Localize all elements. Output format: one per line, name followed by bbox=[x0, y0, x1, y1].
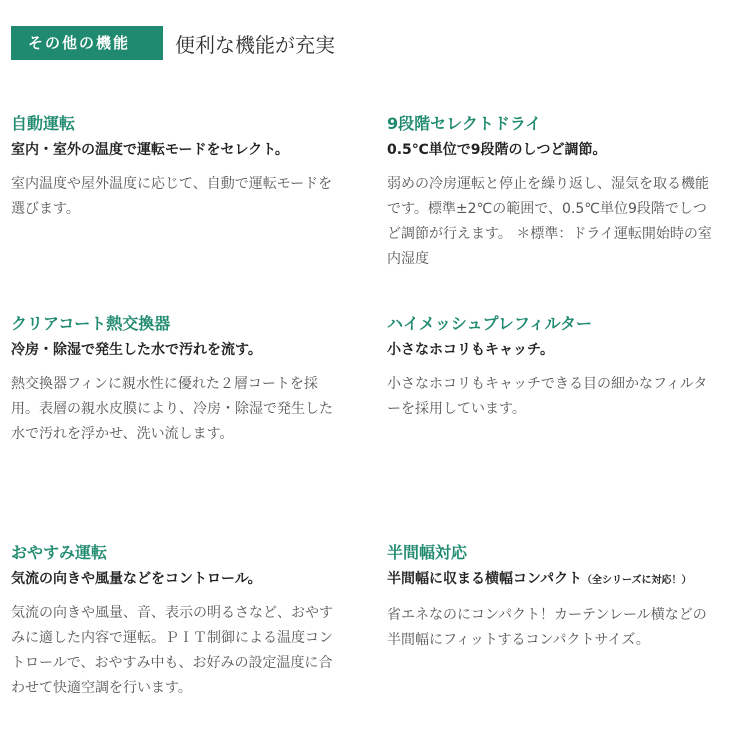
feature-title: 半間幅対応 bbox=[387, 543, 468, 562]
feature-description: 小さなホコリもキャッチできる目の細かなフィルターを採用しています。 bbox=[387, 376, 708, 417]
feature-description: 省エネなのにコンパクト！カーテンレール横などの半間幅にフィットするコンパクトサイズ。 bbox=[387, 607, 707, 648]
feature-title: 自動運転 bbox=[11, 114, 76, 133]
feature-lead: 冷房・除湿で発生した水で汚れを流す。 bbox=[11, 342, 262, 358]
feature-title: 9段階セレクトドライ bbox=[387, 114, 542, 133]
section-badge: その他の機能 bbox=[11, 26, 163, 60]
feature-auto-operation bbox=[11, 114, 341, 222]
feature-clear-coat-heat-exchanger bbox=[11, 314, 341, 447]
section-header bbox=[11, 26, 335, 60]
feature-lead bbox=[387, 569, 717, 591]
feature-description: 弱めの冷房運転と停止を繰り返し、湿気を取る機能です。標準±2℃の範囲で、0.5℃単位9段階でしつど調節が行えます。 ＊標準：ドライ運転開始時の室内湿度 bbox=[387, 176, 712, 267]
feature-lead: 気流の向きや風量などをコントロール。 bbox=[11, 571, 262, 587]
feature-description: 気流の向きや風量、音、表示の明るさなど、おやすみに適した内容で運転。ＰＩＴ制御による温度コントロールで、おやすみ中も、お好みの設定温度に合わせて快適空調を行います。 bbox=[11, 605, 333, 696]
feature-lead: 0.5℃単位で9段階のしつど調節。 bbox=[387, 142, 607, 158]
feature-description: 室内温度や屋外温度に応じて、自動で運転モードを選びます。 bbox=[11, 176, 333, 217]
feature-description: 熱交換器フィンに親水性に優れた２層コートを採用。表層の親水皮膜により、冷房・除湿で発生した水で汚れを浮かせ、洗い流します。 bbox=[11, 376, 333, 442]
feature-lead-note: （全シリーズに対応！） bbox=[582, 575, 692, 586]
feature-high-mesh-prefilter bbox=[387, 314, 717, 422]
feature-lead: 小さなホコリもキャッチ。 bbox=[387, 342, 555, 358]
feature-title: ハイメッシュプレフィルター bbox=[387, 314, 592, 333]
feature-lead: 室内・室外の温度で運転モードをセレクト。 bbox=[11, 142, 289, 158]
feature-lead-text: 半間幅に収まる横幅コンパクト bbox=[387, 571, 583, 587]
feature-title: おやすみ運転 bbox=[11, 543, 108, 562]
feature-title: クリアコート熱交換器 bbox=[11, 314, 171, 333]
section-subtitle: 便利な機能が充実 bbox=[175, 32, 335, 57]
feature-select-dry bbox=[387, 114, 715, 272]
feature-sleep-operation bbox=[11, 543, 341, 701]
feature-half-width bbox=[387, 543, 717, 653]
